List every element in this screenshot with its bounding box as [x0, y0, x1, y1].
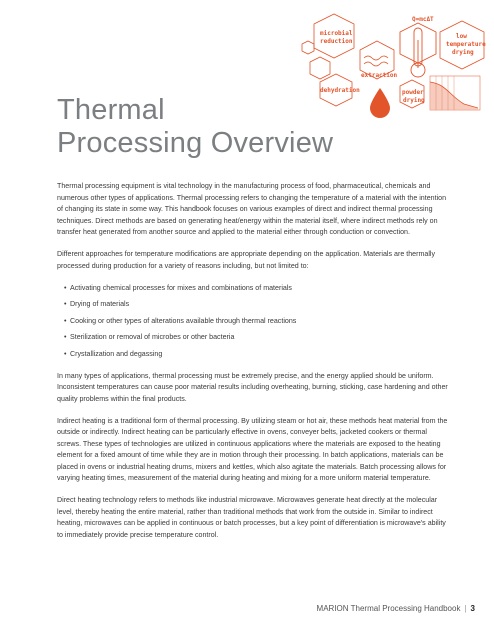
microbial-label-1: microbial: [320, 30, 353, 37]
thermometer-icon: [400, 23, 436, 77]
formula-label: Q=mcΔT: [412, 16, 434, 23]
hexagon-icon: [302, 14, 354, 79]
footer-title: MARION Thermal Processing Handbook: [316, 604, 461, 613]
reasons-list: [57, 283, 449, 361]
extraction-label: extraction: [361, 72, 398, 79]
list-item: • Drying of materials: [70, 299, 449, 311]
footer-separator: |: [464, 604, 467, 613]
droplet-icon: [370, 88, 390, 118]
list-item: • Sterilization or removal of microbes or other bacteria: [70, 332, 449, 344]
paragraph-approaches: Different approaches for temperature modifications are appropriate depending on the application. Materials are thermally processed during production for a variety of reasons including, but not limited to:: [57, 250, 436, 270]
title-line-1: Thermal: [57, 94, 165, 126]
microbial-label-2: reduction: [320, 38, 353, 45]
page-number: 3: [470, 604, 475, 613]
page-title: [57, 94, 333, 160]
page-footer: [317, 604, 475, 613]
paragraph-direct: Direct heating technology refers to methods like industrial microwave. Microwaves generate heat directly at the molecular level, thereby heating the entire material, rather than traditional methods that work from the outside in. Similar to indirect heating, microwaves can be applied in continuous or batch processes, but a key point of differentiation is microwave's ability to immediately provide precise temperature control.: [57, 496, 446, 539]
drying-curve-icon: [430, 76, 480, 110]
low-temp-label-1: low: [456, 33, 467, 40]
paragraph-precision: In many types of applications, thermal processing must be extremely precise, and the energy applied should be uniform. Inconsistent temperatures can cause poor material results including overheating, burning, sticking, case hardening and other quality problems within the final products.: [57, 371, 448, 403]
powder-label-2: drying: [403, 97, 425, 104]
paragraph-intro: Thermal processing equipment is vital technology in the manufacturing process of food, pharmaceutical, chemicals and numerous other types of applications. Thermal processing refers to changing the temperature of a material with the intention of changing its state in some way. This handbook focuses on various examples of direct and indirect thermal processing techniques. Direct methods are based on generating heat/energy within the material itself, where indirect methods rely on transfer heat generated from another source and applied to the material either through conduction or convection.: [57, 182, 447, 236]
low-temp-label-2: temperature: [446, 41, 486, 48]
paragraph-indirect: Indirect heating is a traditional form of thermal processing. By utilizing steam or hot air, these methods heat material from the outside or indirectly. Indirect heating can be particularly effective in ovens, conveyer belts, jacketed cookers or thermal screws. These types of technologies are utilized in continuous applications where the materials are exposed to the heating element for a fixed amount of time while they are in motion through their processing. In batch applications, materials can be placed in ovens or industrial heating drums, mixers and kettles, which also agitate the materials. Batch processing allows for varying heating times, measurement of the material during heating and mixing for a more uniform material temperature.: [57, 416, 448, 482]
list-item: • Activating chemical processes for mixes and combinations of materials: [70, 283, 449, 295]
low-temp-label-3: drying: [452, 49, 474, 56]
list-item: • Crystallization and degassing: [70, 349, 449, 361]
list-item: • Cooking or other types of alterations available through thermal reactions: [70, 316, 449, 328]
body-text: [57, 181, 449, 552]
powder-label-1: powder: [402, 89, 424, 96]
title-line-2: Processing Overview: [57, 127, 334, 159]
dehydration-label: dehydration: [320, 87, 360, 94]
